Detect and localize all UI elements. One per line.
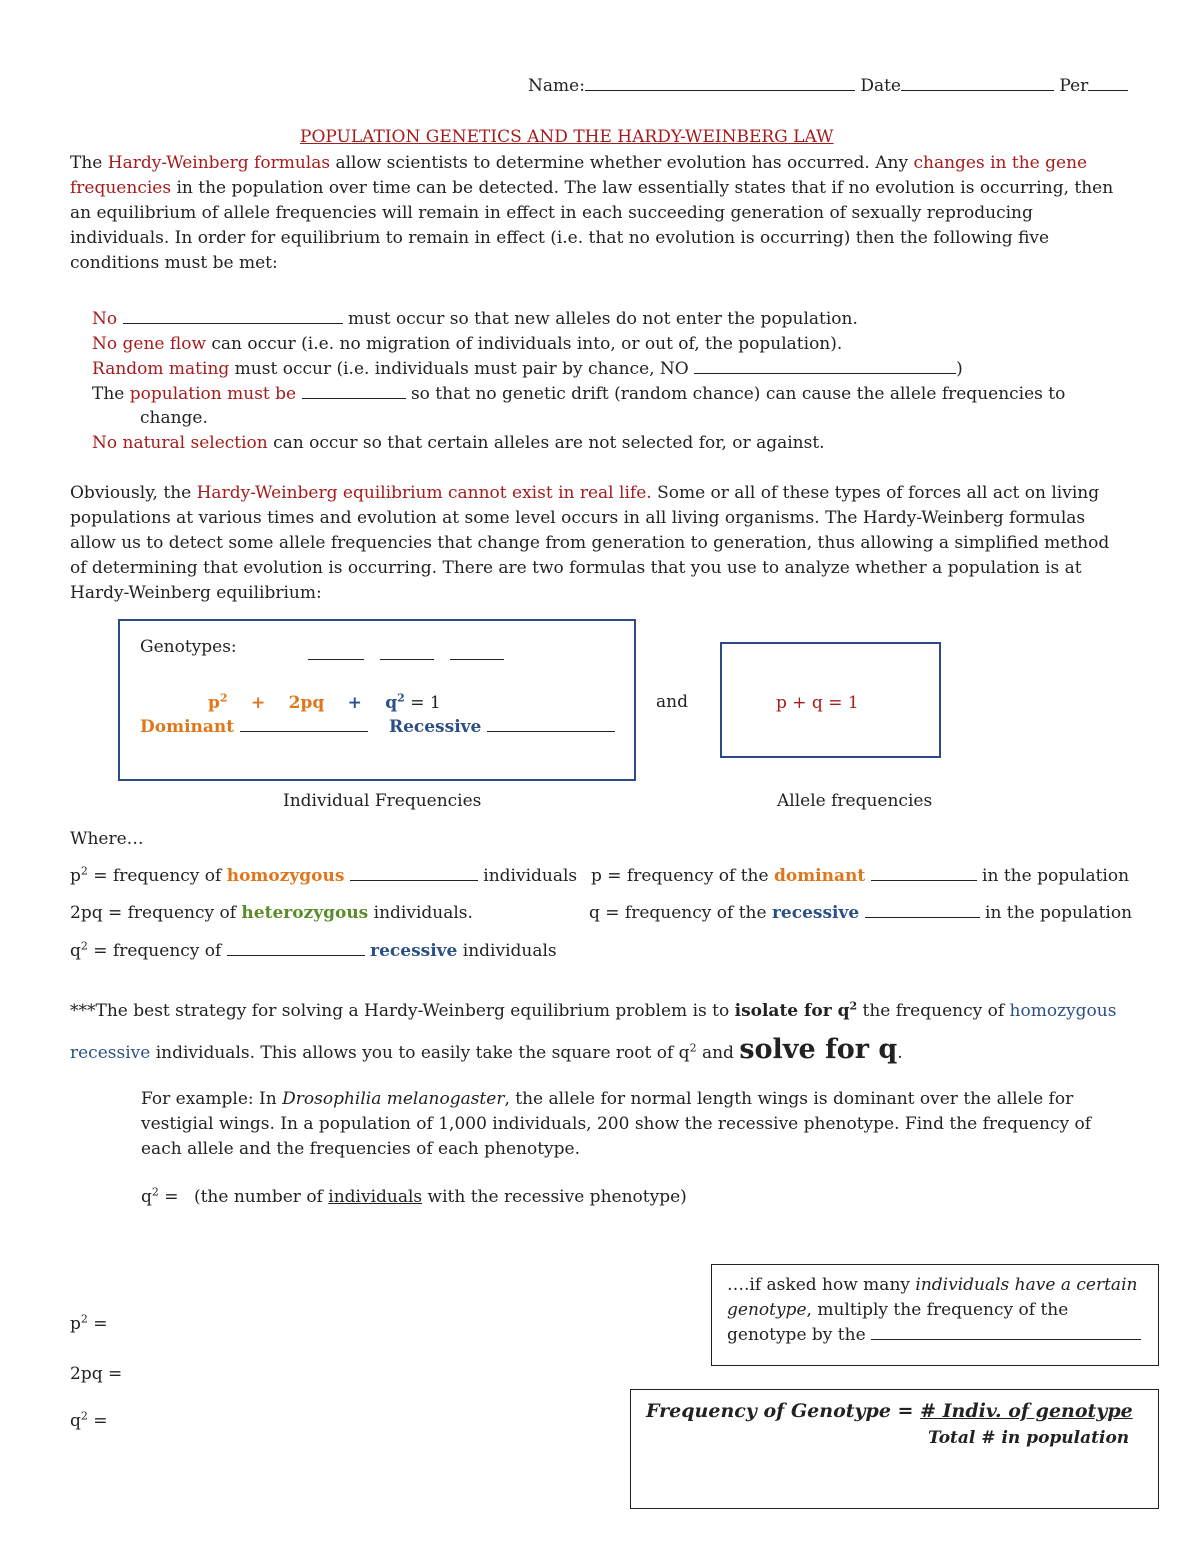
genotype-formula-box [118, 619, 636, 781]
def-q: q = frequency of the recessive in the population [589, 903, 1133, 923]
strategy-line-2: recessive individuals. This allows you to easily take the square root of $q^2$ and solve for q. [70, 1034, 903, 1065]
strategy-line-1: ***The best strategy for solving a Hardy-Weinberg equilibrium problem is to isolate for $q^2$ the frequency of homozygous [70, 999, 1117, 1021]
allele-equation: p + q = 1 [776, 693, 859, 713]
condition-1: No must occur so that new alleles do not enter the population. [92, 309, 858, 329]
example-q2-line: $q^2 = (the$ number of individuals with the recessive phenotype) [141, 1185, 687, 1207]
hardy-weinberg-equation: $p^2 + 2pq + q^2 = 1$ [208, 691, 441, 713]
header-name: Name: Date Per [528, 76, 1128, 96]
date-blank[interactable] [901, 76, 1054, 91]
def-q2: $q^2$ = frequency of recessive individuals [70, 939, 557, 961]
dominant-allele-blank[interactable] [871, 866, 977, 881]
intro-paragraph: The Hardy-Weinberg formulas allow scientists to determine whether evolution has occurred. Any changes in the gene frequencies in the population over time can be detected. The law essentially states that if no evolution is occurring, then an equilibrium of allele frequencies will remain in effect in each succeeding generation of sexually reproducing individuals. In order for equilibrium to remain in effect (i.e. that no evolution is occurring) then the following five conditions must be met: [70, 153, 1114, 273]
answer-p2: $p^2$ = [70, 1312, 108, 1334]
name-blank[interactable] [585, 76, 855, 91]
per-blank[interactable] [1088, 76, 1128, 91]
condition-2: No gene flow can occur (i.e. no migration of individuals into, or out of, the population). [92, 334, 843, 354]
q2-blank[interactable] [227, 941, 365, 956]
condition-3-blank[interactable] [694, 359, 956, 374]
allele-frequencies-caption: Allele frequencies [777, 791, 933, 811]
condition-4-continued: change. [140, 408, 208, 428]
allele-formula-box [720, 642, 941, 758]
answer-2pq: 2pq = [70, 1364, 123, 1384]
genotype-blank-2[interactable] [380, 645, 434, 660]
def-p: p = frequency of the dominant in the population [591, 866, 1130, 886]
genotype-blank-1[interactable] [308, 645, 364, 660]
recessive-allele-blank[interactable] [865, 903, 980, 918]
note-box [711, 1264, 1159, 1366]
numerator: # Indiv. of genotype [920, 1400, 1133, 1422]
frequency-formula: Frequency of Genotype = # Indiv. of genotype [646, 1400, 1163, 1422]
individual-frequencies-caption: Individual Frequencies [283, 791, 482, 811]
where-label: Where… [70, 829, 144, 849]
and-label: and [656, 692, 688, 712]
condition-1-blank[interactable] [123, 309, 343, 324]
condition-4: The population must be so that no genetic drift (random chance) can cause the allele frequencies to [92, 384, 1066, 404]
example-paragraph: For example: In Drosophilia melanogaster, the allele for normal length wings is dominant over the allele for vestigial wings. In a population of 1,000 individuals, 200 show the recessive phenotype. Find the frequency of each allele and the frequencies of each phenotype. [141, 1089, 1091, 1159]
homozygous-blank[interactable] [350, 866, 478, 881]
condition-3: Random mating must occur (i.e. individuals must pair by chance, NO ) [92, 359, 963, 379]
condition-4-blank[interactable] [302, 384, 406, 399]
note-blank[interactable] [871, 1325, 1141, 1340]
def-2pq: 2pq = frequency of heterozygous individuals. [70, 903, 473, 923]
page-title: POPULATION GENETICS AND THE HARDY-WEINBERG LAW [300, 127, 834, 147]
dominant-blank[interactable] [240, 717, 368, 732]
genotypes-label: Genotypes: [140, 637, 237, 657]
genotype-blank-3[interactable] [450, 645, 504, 660]
frequency-formula-box [630, 1389, 1159, 1509]
denominator: Total # in population [928, 1428, 1130, 1448]
condition-5: No natural selection can occur so that certain alleles are not selected for, or against. [92, 433, 825, 453]
answer-q2: $q^2$ = [70, 1409, 108, 1431]
recessive-blank[interactable] [487, 717, 615, 732]
note-text: ….if asked how many individuals have a certain genotype, multiply the frequency of the genotype by the [727, 1273, 1147, 1348]
def-p2: $p^2$ = frequency of homozygous individuals [70, 864, 578, 886]
obviously-paragraph: Obviously, the Hardy-Weinberg equilibrium cannot exist in real life. Some or all of these types of forces all act on living populations at various times and evolution at some level occurs in all living organisms. The Hardy-Weinberg formulas allow us to detect some allele frequencies that change from generation to generation, thus allowing a simplified method of determining that evolution is occurring. There are two formulas that you use to analyze whether a population is at Hardy-Weinberg equilibrium: [70, 483, 1110, 603]
dominant-recessive-line: Dominant Recessive [140, 717, 615, 737]
